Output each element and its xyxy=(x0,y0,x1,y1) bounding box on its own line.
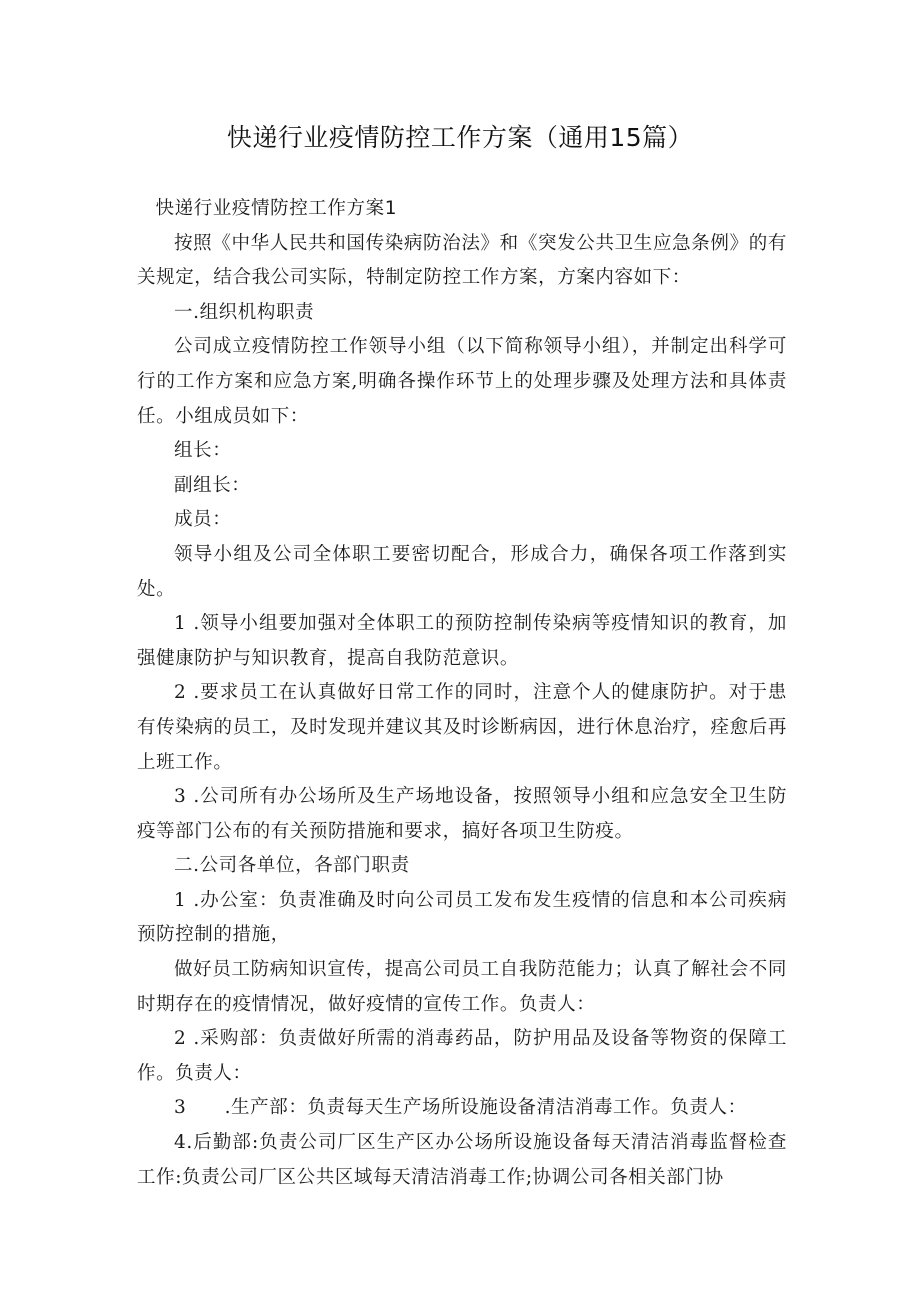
paragraph: 组长： xyxy=(174,440,232,462)
paragraph: 按照《中华人民共和国传染病防治法》和《突发公共卫生应急条例》的有关规定，结合我公司实际，特制定防控工作方案，方案内容如下： xyxy=(137,232,787,289)
paragraph: 做好员工防病知识宣传，提高公司员工自我防范能力；认真了解社会不同时期存在的疫情情况，做好疫情的宣传工作。负责人： xyxy=(137,959,787,1015)
paragraph: 3 .公司所有办公场所及生产场地设备，按照领导小组和应急安全卫生防疫等部门公布的有关预防措施和要求，搞好各项卫生防疫。 xyxy=(137,786,787,842)
paragraph: 二.公司各单位，各部门职责 xyxy=(174,855,410,877)
paragraph: 2 .采购部：负责做好所需的消毒药品，防护用品及设备等物资的保障工作。负责人： xyxy=(137,1028,787,1084)
paragraph: 1 .办公室：负责准确及时向公司员工发布发生疫情的信息和本公司疾病预防控制的措施， xyxy=(137,889,787,946)
paragraph: 成员： xyxy=(174,509,232,531)
paragraph: 领导小组及公司全体职工要密切配合，形成合力，确保各项工作落到实处。 xyxy=(137,543,787,600)
paragraph: 一.组织机构职责 xyxy=(174,301,315,323)
paragraph: 4.后勤部:负责公司厂区生产区办公场所设施设备每天清洁消毒监督检查工作:负责公司厂区公共区域每天清洁消毒工作;协调公司各相关部门协 xyxy=(137,1132,787,1188)
paragraph: 1 .领导小组要加强对全体职工的预防控制传染病等疫情知识的教育，加强健康防护与知识教育，提高自我防范意识。 xyxy=(137,613,787,669)
document-body xyxy=(137,192,787,1195)
paragraph: 公司成立疫情防控工作领导小组（以下简称领导小组），并制定出科学可行的工作方案和应急方案,明确各操作环节上的处理步骤及处理方法和具体责任。小组成员如下： xyxy=(137,336,787,427)
section-heading: 快递行业疫情防控工作方案1 xyxy=(155,198,398,219)
document-title: 快递行业疫情防控工作方案（通用15篇） xyxy=(226,123,694,152)
paragraph: 副组长： xyxy=(174,474,251,496)
paragraph: 2 .要求员工在认真做好日常工作的同时，注意个人的健康防护。对于患有传染病的员工，及时发现并建议其及时诊断病因，进行休息治疗，痊愈后再上班工作。 xyxy=(137,682,787,773)
paragraph: 3 .生产部：负责每天生产场所设施设备清洁消毒工作。负责人： xyxy=(174,1097,747,1119)
